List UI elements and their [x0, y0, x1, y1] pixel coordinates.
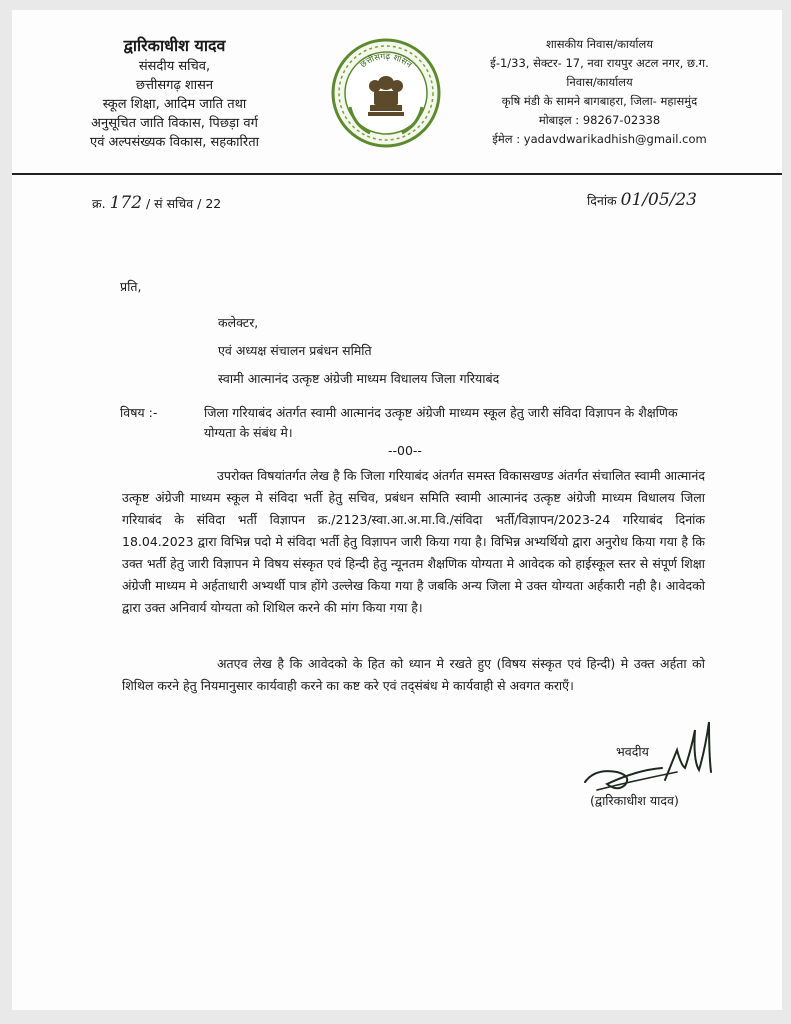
date-label: दिनांक: [587, 193, 617, 208]
seal-text: छत्तीसगढ़ शासन: [358, 51, 414, 71]
subject-text: जिला गरियाबंद अंतर्गत स्वामी आत्मानंद उत्कृष्ट अंग्रेजी माध्यम स्कूल हेतु जारी संविदा विज्ञापन के शैक्षणिक योग्यता के संबंध मे।: [204, 405, 678, 440]
office-line: ई-1/33, सेक्टर- 17, नवा रायपुर अटल नगर, छ.ग.: [490, 56, 709, 70]
reference-number: [92, 193, 221, 213]
reference-handwritten-number: 172: [109, 193, 143, 213]
sender-block: [67, 35, 282, 152]
addressee-line: कलेक्टर,: [218, 315, 259, 330]
office-address-block: [462, 35, 737, 149]
addressee-block: [218, 309, 499, 393]
closing-text: भवदीय: [616, 744, 649, 759]
office-line: निवास/कार्यालय: [566, 75, 633, 89]
handwritten-signature-icon: [577, 710, 727, 805]
reference-suffix: / सं सचिव / 22: [146, 196, 222, 211]
sender-portfolio-line: अनुसूचित जाति विकास, पिछड़ा वर्ग: [91, 116, 258, 131]
header-divider: [12, 173, 782, 175]
body-paragraph: उपरोक्त विषयांतर्गत लेख है कि जिला गरियाबंद अंतर्गत समस्त विकासखण्ड अंतर्गत संचालित स्वामी आत्मानंद उत्कृष्ट अंग्रेजी माध्यम स्कूल मे संविदा भर्ती हेतु सचिव, प्रबंधन समिति स्वामी आत्मानंद उत्कृष्ट अंग्रेजी माध्यम विधालय जिला गरियाबंद के संविदा भर्ती विज्ञापन क्र./2123/स्वा.आ.अ.मा.वि./संविदा भर्ती/विज्ञापन/2023-24 गरियाबंद दिनांक 18.04.2023 द्वारा विभिन्न पदो मे संविदा भर्ती हेतु विज्ञापन जारी किया गया है। विभिन्न अभ्यर्थियो द्वारा अनुरोध किया गया है कि उक्त भर्ती हेतु जारी विज्ञापन मे विषय संस्कृत एवं हिन्दी हेतु न्यूनतम शैक्षणिक योग्यता मे आवेदक को हाईस्कूल स्तर से संपूर्ण शिक्षा अंग्रेजी माध्यम मे अर्हताधारी अभ्यर्थी पात्र होंगे उल्लेख किया गया है जबकि अन्य जिला मे उक्त योग्यता अर्हकारी नही है। आवेदको द्वारा उक्त अनिवार्य योग्यता को शिथिल करने की मांग किया गया है।: [122, 468, 705, 615]
office-line: शासकीय निवास/कार्यालय: [545, 37, 653, 51]
office-line: कृषि मंडी के सामने बागबाहरा, जिला- महासमुंद: [501, 94, 698, 108]
office-mobile: मोबाइल : 98267-02338: [538, 113, 661, 127]
addressee-line: स्वामी आत्मानंद उत्कृष्ट अंग्रेजी माध्यम विधालय जिला गरियाबंद: [218, 371, 500, 386]
addressee-line: एवं अध्यक्ष संचालन प्रबंधन समिति: [218, 343, 372, 358]
reference-prefix: क्र.: [92, 196, 106, 211]
government-seal-icon: [330, 37, 442, 149]
sender-designation: संसदीय सचिव,: [138, 59, 211, 74]
body-paragraph: अतएव लेख है कि आवेदको के हित को ध्यान मे रखते हुए (विषय संस्कृत एवं हिन्दी) मे उक्त अर्हता को शिथिल करने हेतु नियमानुसार कार्यवाही करने का कष्ट करे एवं तद्संबंध मे कार्यवाही से अवगत कराएँ।: [122, 656, 705, 693]
date-handwritten-value: 01/05/23: [620, 190, 697, 210]
office-email: ईमेल : yadavdwarikadhish@gmail.com: [492, 132, 707, 146]
salutation: प्रति,: [120, 279, 142, 294]
signatory-name: (द्वारिकाधीश यादव): [590, 793, 679, 808]
sender-government: छत्तीसगढ़ शासन: [135, 78, 214, 93]
subject-label: विषय :-: [120, 405, 158, 420]
letter-page: [12, 10, 782, 1010]
separator: --00--: [388, 443, 422, 458]
sender-name: द्वारिकाधीश यादव: [123, 36, 226, 55]
sender-portfolio-line: एवं अल्पसंख्यक विकास, सहकारिता: [90, 135, 259, 150]
letter-date: [587, 190, 697, 210]
sender-portfolio-line: स्कूल शिक्षा, आदिम जाति तथा: [102, 97, 247, 112]
